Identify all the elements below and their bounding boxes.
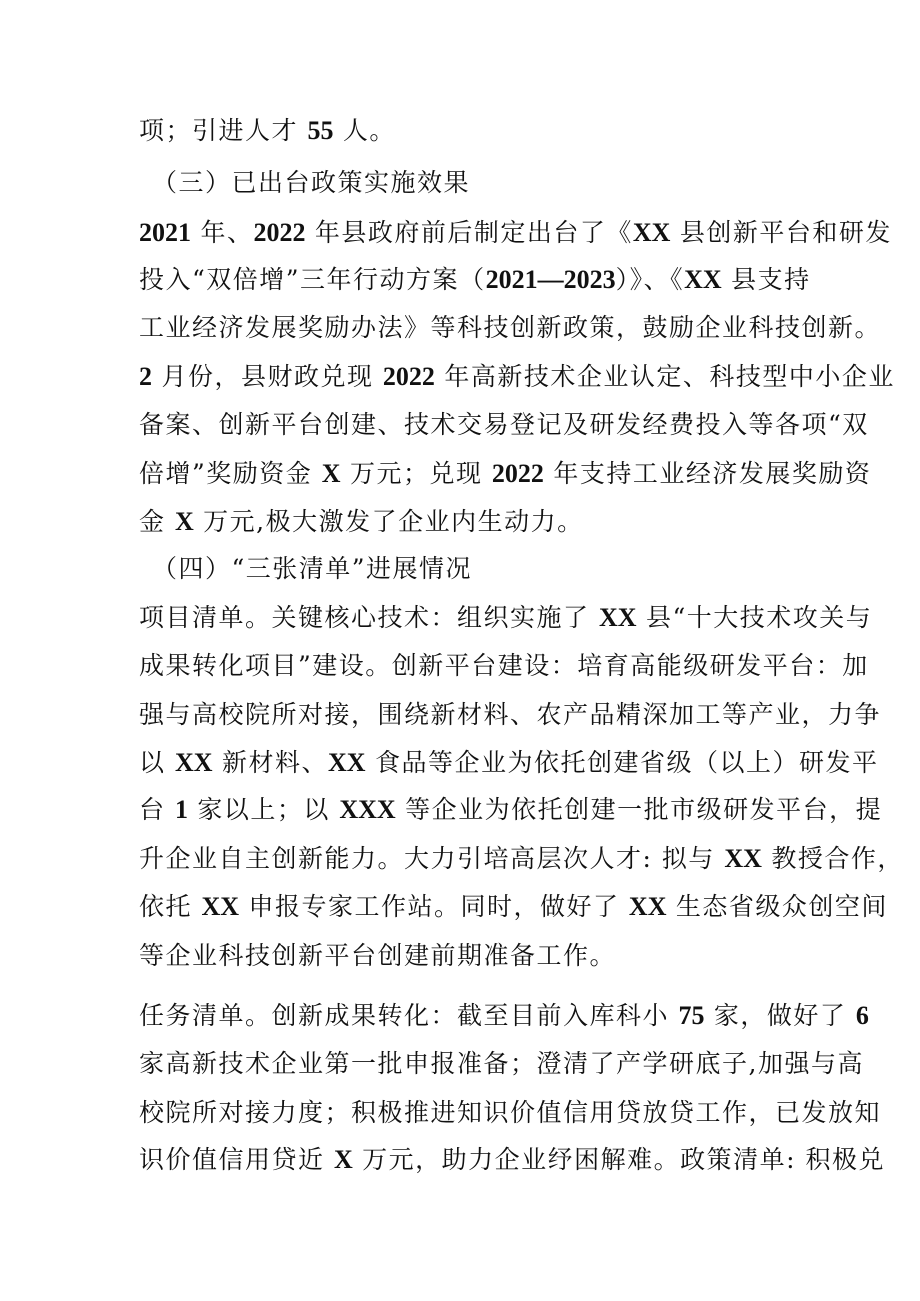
text-run: 备案、创新平台创建、技术交易登记及研发经费投入等各项“双	[139, 410, 869, 439]
text-run: 年支持工业经济发展奖励资	[543, 459, 872, 488]
text-run: 新材料、	[212, 748, 328, 777]
section-heading	[152, 168, 470, 198]
text-run: 等企业为依托创建一批市级研发平台，提	[395, 795, 883, 824]
text-run: 万元,极大激发了企业内生动力。	[193, 507, 584, 536]
bold-text-run: 1	[174, 795, 188, 824]
section-heading	[152, 554, 472, 584]
text-run: 申报专家工作站。同时，做好了	[239, 892, 629, 921]
text-run: 台	[139, 795, 175, 824]
bold-text-run: 6	[855, 1001, 869, 1030]
text-line	[139, 700, 881, 730]
bold-text-run: XX	[684, 265, 722, 294]
bold-text-run: XX	[724, 844, 762, 873]
text-run: 县创新平台和研发	[670, 218, 892, 247]
bold-text-run: XX	[598, 603, 637, 632]
text-line	[139, 651, 869, 681]
text-run: （四）“三张清单”进展情况	[152, 554, 473, 583]
text-run: 校院所对接力度；积极推进知识价值信用贷放贷工作，已发放知	[139, 1098, 882, 1127]
bold-text-run: 2022	[253, 218, 306, 247]
text-run: ）》、《	[615, 265, 685, 294]
text-run: 家高新技术企业第一批申报准备；澄清了产学研底子,加强与高	[139, 1049, 864, 1078]
text-run: 识价值信用贷近	[139, 1145, 334, 1174]
text-line	[139, 748, 878, 778]
bold-text-run: 2022	[382, 362, 435, 391]
text-run: 月份，县财政兑现	[152, 362, 383, 391]
text-run: 家以上；以	[187, 795, 340, 824]
text-line	[139, 507, 584, 537]
text-run: 项目清单。关键核心技术：组织实施了	[139, 603, 599, 632]
text-line	[139, 603, 872, 633]
text-run: 年高新技术企业认定、科技型中小企业	[434, 362, 895, 391]
text-run: 生态省级众创空间	[666, 892, 888, 921]
text-run: 强与高校院所对接，围绕新材料、农产品精深加工等产业，力争	[139, 700, 882, 729]
text-run: 人。	[333, 116, 396, 145]
bold-text-run: X	[174, 507, 194, 536]
text-run: 以	[139, 748, 175, 777]
text-line	[139, 410, 869, 440]
text-line	[139, 362, 895, 392]
text-run: 依托	[139, 892, 202, 921]
bold-text-run: 55	[307, 116, 334, 145]
bold-text-run: XX	[628, 892, 667, 921]
bold-text-run: XX	[174, 748, 213, 777]
bold-text-run: X	[333, 1145, 353, 1174]
text-run: 任务清单。创新成果转化：截至目前入库科小	[139, 1001, 679, 1030]
bold-text-run: XXX	[339, 795, 396, 824]
bold-text-run: 2	[139, 362, 152, 391]
bold-text-run: XX	[632, 218, 671, 247]
text-line	[139, 941, 616, 971]
text-run: 升企业自主创新能力。大力引培高层次人才: 拟与	[139, 844, 725, 873]
text-run: 县支持	[721, 265, 811, 294]
text-line	[139, 1145, 885, 1175]
text-run: 食品等企业为依托创建省级（以上）研发平	[365, 748, 879, 777]
text-run: 教授合作，	[761, 844, 904, 873]
text-line	[139, 116, 396, 146]
text-run: （三）已出台政策实施效果	[152, 168, 471, 197]
text-line	[139, 1001, 869, 1031]
text-run: 万元，助力企业纾困解难。政策清单: 积极兑	[352, 1145, 886, 1174]
text-run: 成果转化项目”建设。创新平台建设：培育高能级研发平台：加	[139, 651, 869, 680]
text-run: 年县政府前后制定出台了《	[305, 218, 633, 247]
text-run: 倍增”奖励资金	[139, 459, 322, 488]
text-run: 项；引进人才	[139, 116, 308, 145]
bold-text-run: X	[321, 459, 341, 488]
text-run: 万元；兑现	[340, 459, 492, 488]
text-run: 县“十大技术攻关与	[636, 603, 873, 632]
bold-text-run: 2021	[139, 218, 191, 247]
bold-text-run: XX	[201, 892, 240, 921]
text-run: 工业经济发展奖励办法》等科技创新政策，鼓励企业科技创新。	[139, 313, 882, 342]
text-run: 等企业科技创新平台创建前期准备工作。	[139, 941, 617, 970]
text-line	[139, 218, 892, 248]
text-line	[139, 892, 888, 922]
text-line	[139, 795, 882, 825]
text-line	[139, 844, 904, 874]
text-run: 家，做好了	[704, 1001, 856, 1030]
bold-text-run: 2021—2023	[485, 265, 616, 294]
text-line	[139, 459, 871, 489]
text-run: 金	[139, 507, 175, 536]
text-line	[139, 265, 811, 295]
text-run: 年、	[191, 218, 254, 247]
bold-text-run: XX	[327, 748, 366, 777]
text-line	[139, 313, 881, 343]
bold-text-run: 2022	[491, 459, 544, 488]
bold-text-run: 75	[678, 1001, 705, 1030]
text-line	[139, 1098, 881, 1128]
text-run: 投入“双倍增”三年行动方案（	[139, 265, 486, 294]
text-line	[139, 1049, 864, 1079]
